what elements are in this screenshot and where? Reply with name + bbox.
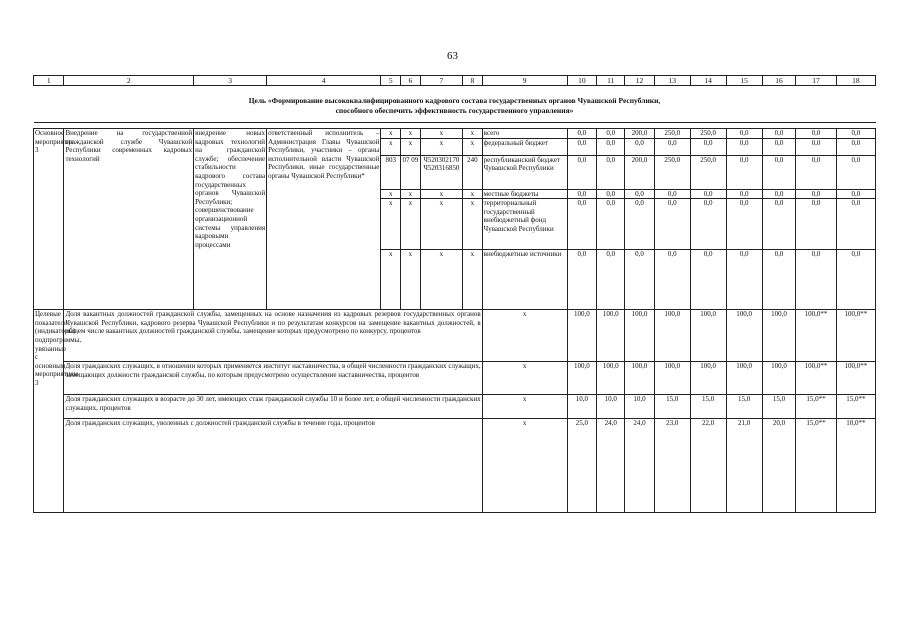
funding-value: 250,0 bbox=[690, 129, 726, 139]
funding-value: 0,0 bbox=[567, 155, 596, 189]
code-cell: x bbox=[381, 138, 401, 155]
funding-value: 250,0 bbox=[690, 155, 726, 189]
indicator-value: 10,0 bbox=[597, 395, 625, 419]
indicator-value: 25,0 bbox=[567, 419, 596, 513]
header-cell: 17 bbox=[796, 76, 836, 86]
funding-value: 0,0 bbox=[597, 155, 625, 189]
code-cell: x bbox=[381, 199, 401, 250]
indicator-value: 22,0 bbox=[690, 419, 726, 513]
funding-value: 0,0 bbox=[762, 129, 796, 139]
funding-value: 250,0 bbox=[654, 155, 690, 189]
indicator-value: 100,0 bbox=[762, 310, 796, 362]
funding-value: 0,0 bbox=[567, 250, 596, 310]
funding-value: 0,0 bbox=[690, 250, 726, 310]
header-cell: 14 bbox=[690, 76, 726, 86]
indicator-value: 20,0 bbox=[762, 419, 796, 513]
indicator-x: x bbox=[482, 419, 567, 513]
funding-value: 0,0 bbox=[726, 129, 762, 139]
measure-label: Основное мероприятие 3 bbox=[34, 129, 64, 310]
header-cell: 2 bbox=[64, 76, 194, 86]
indicator-name: Доля вакантных должностей гражданской службы, замещенных на основе назначения из кадровых резервов государственных органов Чувашской Республики, кадрового резерва Чувашской Республики и по результатам конкурсов на замещение вакантных должностей, в общем числе вакантных должностей гражданской службы, замещение которых предусмотрено по конкурсу, процентов bbox=[64, 310, 482, 362]
funding-value: 0,0 bbox=[726, 199, 762, 250]
goal-cell bbox=[34, 86, 876, 123]
header-cell: 1 bbox=[34, 76, 64, 86]
header-cell: 8 bbox=[463, 76, 483, 86]
funding-value: 0,0 bbox=[654, 138, 690, 155]
funding-value: 0,0 bbox=[567, 129, 596, 139]
funding-source: федеральный бюджет bbox=[482, 138, 567, 155]
funding-value: 0,0 bbox=[762, 189, 796, 199]
indicator-value: 100,0 bbox=[654, 362, 690, 395]
funding-section bbox=[34, 129, 876, 310]
header-cell: 15 bbox=[726, 76, 762, 86]
goal-line-1: Цель «Формирование высококвалифицированного кадрового состава государственных органов Чувашской Республики, bbox=[248, 96, 661, 105]
page-number: 63 bbox=[447, 50, 458, 62]
header-cell: 18 bbox=[836, 76, 875, 86]
funding-value: 0,0 bbox=[690, 189, 726, 199]
funding-value: 0,0 bbox=[597, 138, 625, 155]
code-cell: x bbox=[420, 250, 462, 310]
code-cell: x bbox=[401, 138, 421, 155]
indicator-value: 100,0 bbox=[690, 310, 726, 362]
funding-value: 0,0 bbox=[836, 250, 875, 310]
indicator-value: 15,0 bbox=[690, 395, 726, 419]
indicator-row bbox=[34, 362, 876, 395]
funding-row bbox=[34, 129, 876, 139]
funding-value: 0,0 bbox=[567, 138, 596, 155]
measure-name: Внедрение на государственной гражданской службе Чувашской Республики современных кадровых технологий bbox=[64, 129, 194, 310]
code-cell: x bbox=[420, 138, 462, 155]
indicator-value: 100,0 bbox=[597, 362, 625, 395]
funding-source: всего bbox=[482, 129, 567, 139]
indicator-value: 15,0 bbox=[654, 395, 690, 419]
header-row bbox=[34, 76, 876, 86]
indicator-value: 23,0 bbox=[654, 419, 690, 513]
funding-value: 200,0 bbox=[625, 129, 654, 139]
funding-value: 0,0 bbox=[597, 250, 625, 310]
funding-value: 0,0 bbox=[836, 138, 875, 155]
indicator-value: 15,0** bbox=[796, 395, 836, 419]
indicator-value: 24,0 bbox=[625, 419, 654, 513]
code-cell: x bbox=[401, 129, 421, 139]
measure-task: внедрение новых кадровых технологий на гражданской службе; обеспечение стабильности кадрового состава государственных органов Чувашской Республики; совершенствование организационной системы управления кадровыми процессами bbox=[194, 129, 267, 310]
indicator-name: Доля гражданских служащих, уволенных с должностей гражданской службы в течение года, процентов bbox=[64, 419, 482, 513]
code-cell: x bbox=[381, 189, 401, 199]
indicator-row bbox=[34, 310, 876, 362]
header-cell: 16 bbox=[762, 76, 796, 86]
header-cell: 10 bbox=[567, 76, 596, 86]
indicator-row bbox=[34, 395, 876, 419]
funding-value: 0,0 bbox=[690, 138, 726, 155]
code-cell: x bbox=[463, 189, 483, 199]
code-cell: 803 bbox=[381, 155, 401, 189]
indicators-label: Целевые показатели (индикаторы) подпрограммы, увязанные с основным мероприятием 3 bbox=[34, 310, 64, 513]
funding-value: 0,0 bbox=[567, 199, 596, 250]
funding-value: 0,0 bbox=[836, 199, 875, 250]
funding-value: 0,0 bbox=[762, 250, 796, 310]
indicator-section bbox=[34, 310, 876, 513]
funding-value: 0,0 bbox=[762, 199, 796, 250]
funding-value: 0,0 bbox=[597, 199, 625, 250]
funding-value: 0,0 bbox=[654, 250, 690, 310]
funding-value: 0,0 bbox=[625, 199, 654, 250]
funding-value: 0,0 bbox=[762, 138, 796, 155]
funding-value: 0,0 bbox=[796, 250, 836, 310]
code-cell: x bbox=[401, 199, 421, 250]
header-cell: 12 bbox=[625, 76, 654, 86]
header-cell: 13 bbox=[654, 76, 690, 86]
funding-value: 0,0 bbox=[796, 155, 836, 189]
goal-line-2: способного обеспечить эффективность государственного управления» bbox=[335, 106, 574, 115]
funding-value: 0,0 bbox=[726, 138, 762, 155]
program-table bbox=[33, 75, 876, 513]
indicator-value: 15,0** bbox=[796, 419, 836, 513]
code-cell: x bbox=[463, 129, 483, 139]
funding-value: 0,0 bbox=[567, 189, 596, 199]
indicator-x: x bbox=[482, 310, 567, 362]
indicator-value: 15,0** bbox=[836, 395, 875, 419]
funding-value: 0,0 bbox=[796, 199, 836, 250]
code-cell: x bbox=[463, 138, 483, 155]
indicator-value: 100,0 bbox=[597, 310, 625, 362]
indicator-value: 100,0 bbox=[726, 310, 762, 362]
indicator-value: 100,0** bbox=[836, 310, 875, 362]
funding-value: 0,0 bbox=[690, 199, 726, 250]
funding-value: 0,0 bbox=[836, 129, 875, 139]
header-cell: 5 bbox=[381, 76, 401, 86]
indicator-value: 15,0 bbox=[762, 395, 796, 419]
funding-value: 0,0 bbox=[726, 155, 762, 189]
code-cell: 240 bbox=[463, 155, 483, 189]
indicator-value: 15,0 bbox=[726, 395, 762, 419]
code-cell: x bbox=[381, 250, 401, 310]
indicator-value: 100,0 bbox=[625, 362, 654, 395]
funding-source: территориальный государственный внебюджетный фонд Чувашской Республики bbox=[482, 199, 567, 250]
code-cell: x bbox=[463, 250, 483, 310]
funding-value: 0,0 bbox=[726, 189, 762, 199]
funding-source: внебюджетные источники bbox=[482, 250, 567, 310]
funding-value: 250,0 bbox=[654, 129, 690, 139]
funding-value: 0,0 bbox=[836, 189, 875, 199]
code-cell: x bbox=[420, 189, 462, 199]
indicator-value: 100,0** bbox=[796, 362, 836, 395]
indicator-value: 100,0** bbox=[796, 310, 836, 362]
funding-value: 0,0 bbox=[654, 189, 690, 199]
indicator-row bbox=[34, 419, 876, 513]
code-cell: x bbox=[401, 189, 421, 199]
funding-value: 0,0 bbox=[597, 129, 625, 139]
header-cell: 6 bbox=[401, 76, 421, 86]
code-cell: x bbox=[401, 250, 421, 310]
indicator-value: 100,0 bbox=[726, 362, 762, 395]
funding-value: 200,0 bbox=[625, 155, 654, 189]
header-cell: 3 bbox=[194, 76, 267, 86]
indicator-value: 100,0 bbox=[654, 310, 690, 362]
indicator-value: 100,0 bbox=[762, 362, 796, 395]
funding-value: 0,0 bbox=[625, 250, 654, 310]
indicator-value: 21,0 bbox=[726, 419, 762, 513]
goal-row bbox=[34, 86, 876, 123]
code-cell: 07 09 bbox=[401, 155, 421, 189]
header-cell: 9 bbox=[482, 76, 567, 86]
indicator-value: 10,0** bbox=[836, 419, 875, 513]
funding-value: 0,0 bbox=[762, 155, 796, 189]
funding-value: 0,0 bbox=[796, 138, 836, 155]
header-cell: 11 bbox=[597, 76, 625, 86]
code-cell: Ч520302170 Ч520316850 bbox=[420, 155, 462, 189]
measure-executor: ответственный исполнитель – Администрация Главы Чувашской Республики, участники – органы исполнительной власти Чувашской Республики, иные государственные органы Чувашской Республики* bbox=[267, 129, 381, 310]
header-cell: 4 bbox=[267, 76, 381, 86]
indicator-value: 100,0 bbox=[690, 362, 726, 395]
funding-source: местные бюджеты bbox=[482, 189, 567, 199]
code-cell: x bbox=[420, 129, 462, 139]
indicator-name: Доля гражданских служащих в возрасте до 30 лет, имеющих стаж гражданской службы 10 и более лет, в общей численности гражданских служащих, процентов bbox=[64, 395, 482, 419]
funding-value: 0,0 bbox=[796, 129, 836, 139]
funding-source: республиканский бюджет Чувашской Республики bbox=[482, 155, 567, 189]
funding-value: 0,0 bbox=[597, 189, 625, 199]
indicator-value: 24,0 bbox=[597, 419, 625, 513]
indicator-value: 100,0 bbox=[567, 310, 596, 362]
code-cell: x bbox=[420, 199, 462, 250]
indicator-x: x bbox=[482, 362, 567, 395]
funding-value: 0,0 bbox=[625, 138, 654, 155]
indicator-value: 10,0 bbox=[567, 395, 596, 419]
funding-value: 0,0 bbox=[836, 155, 875, 189]
code-cell: x bbox=[463, 199, 483, 250]
indicator-value: 100,0** bbox=[836, 362, 875, 395]
funding-value: 0,0 bbox=[726, 250, 762, 310]
code-cell: x bbox=[381, 129, 401, 139]
indicator-value: 10,0 bbox=[625, 395, 654, 419]
indicator-value: 100,0 bbox=[625, 310, 654, 362]
funding-value: 0,0 bbox=[654, 199, 690, 250]
funding-value: 0,0 bbox=[796, 189, 836, 199]
header-cell: 7 bbox=[420, 76, 462, 86]
indicator-value: 100,0 bbox=[567, 362, 596, 395]
indicator-x: x bbox=[482, 395, 567, 419]
funding-value: 0,0 bbox=[625, 189, 654, 199]
indicator-name: Доля гражданских служащих, в отношении которых применяется институт наставничества, в общей численности гражданских служащих, замещающих должности гражданской службы, по которым предусмотрено осуществление наставничества, процентов bbox=[64, 362, 482, 395]
